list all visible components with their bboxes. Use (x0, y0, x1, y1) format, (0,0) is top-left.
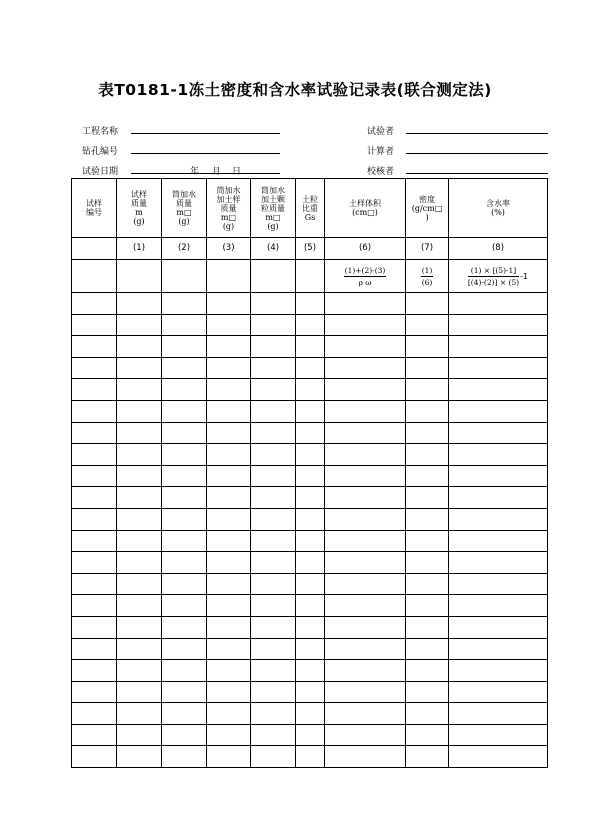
table-cell[interactable] (117, 660, 162, 682)
table-cell[interactable] (251, 573, 296, 595)
table-cell[interactable] (296, 487, 325, 509)
table-cell[interactable] (296, 681, 325, 703)
table-cell[interactable] (406, 552, 449, 574)
table-cell[interactable] (162, 746, 207, 768)
tester-label: 试验者 (367, 127, 395, 137)
project-name-field[interactable] (131, 133, 280, 134)
table-cell[interactable] (72, 703, 117, 725)
table-cell[interactable] (251, 293, 296, 315)
table-cell[interactable] (117, 703, 162, 725)
table-cell[interactable] (406, 530, 449, 552)
table-cell[interactable] (162, 357, 207, 379)
table-cell[interactable] (449, 465, 548, 487)
table-cell[interactable] (251, 465, 296, 487)
table-cell[interactable] (251, 444, 296, 466)
table-row (72, 422, 548, 444)
test-date-field[interactable] (131, 173, 280, 174)
table-cell[interactable] (207, 681, 251, 703)
table-cell[interactable] (325, 293, 406, 315)
table-cell[interactable] (72, 379, 117, 401)
table-row (72, 444, 548, 466)
header-cell: 密度 (g/cm□ ) (406, 179, 449, 238)
table-cell[interactable] (251, 400, 296, 422)
table-cell[interactable] (162, 681, 207, 703)
table-cell[interactable] (162, 595, 207, 617)
table-row (72, 530, 548, 552)
table-cell[interactable] (117, 379, 162, 401)
table-row (72, 487, 548, 509)
project-name-label: 工程名称 (82, 127, 119, 137)
table-cell[interactable] (72, 681, 117, 703)
table-cell[interactable] (162, 444, 207, 466)
table-cell[interactable] (207, 336, 251, 358)
table-cell[interactable] (449, 508, 548, 530)
column-number: (4) (251, 238, 296, 260)
column-number: (2) (162, 238, 207, 260)
formula-cell (117, 260, 162, 293)
table-cell[interactable] (406, 379, 449, 401)
table-cell[interactable] (296, 552, 325, 574)
table-cell[interactable] (449, 638, 548, 660)
table-cell[interactable] (117, 638, 162, 660)
table-cell[interactable] (296, 724, 325, 746)
table-cell[interactable] (251, 681, 296, 703)
column-number-row (72, 238, 548, 260)
table-cell[interactable] (325, 616, 406, 638)
table-row (72, 293, 548, 315)
table-cell[interactable] (207, 660, 251, 682)
table-cell[interactable] (117, 746, 162, 768)
header-cell: 土粒 比重 Gs (296, 179, 325, 238)
table-cell[interactable] (72, 573, 117, 595)
table-cell[interactable] (296, 379, 325, 401)
table-cell[interactable] (207, 616, 251, 638)
table-cell[interactable] (72, 422, 117, 444)
table-row (72, 616, 548, 638)
table-cell[interactable] (406, 595, 449, 617)
table-cell[interactable] (117, 573, 162, 595)
header-row (72, 179, 548, 238)
table-cell[interactable] (296, 616, 325, 638)
table-cell[interactable] (117, 314, 162, 336)
table-row (72, 314, 548, 336)
table-cell[interactable] (117, 422, 162, 444)
table-cell[interactable] (296, 465, 325, 487)
checker-field[interactable] (406, 173, 548, 174)
table-cell[interactable] (117, 724, 162, 746)
table-cell[interactable] (207, 508, 251, 530)
table-row (72, 552, 548, 574)
table-cell[interactable] (251, 379, 296, 401)
table-cell[interactable] (251, 530, 296, 552)
table-row (72, 660, 548, 682)
table-cell[interactable] (296, 746, 325, 768)
table-cell[interactable] (72, 660, 117, 682)
table-cell[interactable] (251, 336, 296, 358)
formula-cell (251, 260, 296, 293)
table-cell[interactable] (162, 293, 207, 315)
table-row (72, 595, 548, 617)
table-cell[interactable] (296, 638, 325, 660)
formula-cell (72, 260, 117, 293)
table-cell[interactable] (72, 595, 117, 617)
header-cell: 试样 编号 (72, 179, 117, 238)
table-cell[interactable] (162, 616, 207, 638)
table-cell[interactable] (296, 595, 325, 617)
table-row (72, 724, 548, 746)
table-cell[interactable] (449, 660, 548, 682)
table-cell[interactable] (406, 400, 449, 422)
table-cell[interactable] (72, 314, 117, 336)
table-cell[interactable] (406, 487, 449, 509)
table-cell[interactable] (406, 681, 449, 703)
header-cell: 试样 质量 m (g) (117, 179, 162, 238)
table-cell[interactable] (207, 465, 251, 487)
table-cell[interactable] (251, 487, 296, 509)
table-cell[interactable] (325, 573, 406, 595)
table-row (72, 336, 548, 358)
table-cell[interactable] (406, 293, 449, 315)
table-cell[interactable] (449, 573, 548, 595)
table-cell[interactable] (325, 422, 406, 444)
date-month: 月 (212, 167, 222, 177)
table-cell[interactable] (207, 357, 251, 379)
formula-cell (162, 260, 207, 293)
table-cell[interactable] (251, 660, 296, 682)
table-cell[interactable] (449, 595, 548, 617)
table-cell[interactable] (117, 400, 162, 422)
table-cell[interactable] (162, 508, 207, 530)
table-cell[interactable] (406, 638, 449, 660)
table-cell[interactable] (162, 314, 207, 336)
table-cell[interactable] (325, 465, 406, 487)
header-cell: 含水率 (%) (449, 179, 548, 238)
table-cell[interactable] (207, 638, 251, 660)
formula-cell (207, 260, 251, 293)
table-row (72, 746, 548, 768)
table-cell[interactable] (207, 422, 251, 444)
table-cell[interactable] (117, 616, 162, 638)
table-row (72, 573, 548, 595)
table-cell[interactable] (449, 444, 548, 466)
table-cell[interactable] (162, 724, 207, 746)
table-cell[interactable] (296, 422, 325, 444)
table-cell[interactable] (162, 379, 207, 401)
formula-row (72, 260, 548, 293)
table-cell[interactable] (325, 746, 406, 768)
page-title: 表T0181-1冻土密度和含水率试验记录表(联合测定法) (98, 81, 492, 99)
borehole-field[interactable] (131, 153, 280, 154)
table-cell[interactable] (117, 681, 162, 703)
volume-formula: $\frac{(1)+(2)-(3)}{\text{ρ ω}}$ (325, 260, 406, 293)
table-cell[interactable] (251, 703, 296, 725)
moisture-formula: $\frac{(1) \times [(5)-1]}{[(4)-(2)] \times (5)}$ -1 (449, 260, 548, 293)
table-cell[interactable] (72, 357, 117, 379)
table-row (72, 400, 548, 422)
table-cell[interactable] (406, 703, 449, 725)
column-number: (8) (449, 238, 548, 260)
table-cell[interactable] (72, 638, 117, 660)
table-cell[interactable] (207, 703, 251, 725)
table-cell[interactable] (72, 336, 117, 358)
table-cell[interactable] (449, 530, 548, 552)
table-cell[interactable] (72, 508, 117, 530)
table-cell[interactable] (72, 616, 117, 638)
table-cell[interactable] (325, 444, 406, 466)
table-cell[interactable] (296, 314, 325, 336)
table-cell[interactable] (72, 400, 117, 422)
table-cell[interactable] (406, 357, 449, 379)
table-cell[interactable] (406, 465, 449, 487)
table-cell[interactable] (406, 444, 449, 466)
table-cell[interactable] (251, 508, 296, 530)
calculator-label: 计算者 (367, 147, 395, 157)
table-cell[interactable] (325, 552, 406, 574)
column-number: (3) (207, 238, 251, 260)
table-cell[interactable] (117, 487, 162, 509)
table-cell[interactable] (449, 703, 548, 725)
table-cell[interactable] (72, 746, 117, 768)
table-cell[interactable] (296, 703, 325, 725)
table-cell[interactable] (72, 724, 117, 746)
table-cell[interactable] (449, 487, 548, 509)
table-cell[interactable] (207, 530, 251, 552)
table-cell[interactable] (207, 724, 251, 746)
borehole-label: 钻孔编号 (82, 147, 119, 157)
table-cell[interactable] (325, 724, 406, 746)
table-cell[interactable] (72, 293, 117, 315)
table-row (72, 703, 548, 725)
table-cell[interactable] (449, 681, 548, 703)
table-cell[interactable] (449, 336, 548, 358)
table-cell[interactable] (117, 336, 162, 358)
column-number: (7) (406, 238, 449, 260)
table-cell[interactable] (296, 444, 325, 466)
table-cell[interactable] (207, 552, 251, 574)
table-cell[interactable] (162, 638, 207, 660)
calculator-field[interactable] (406, 153, 548, 154)
table-cell[interactable] (117, 595, 162, 617)
table-cell[interactable] (162, 703, 207, 725)
formula-cell (296, 260, 325, 293)
tester-field[interactable] (406, 133, 548, 134)
table-cell[interactable] (207, 293, 251, 315)
table-row (72, 465, 548, 487)
table-cell[interactable] (117, 465, 162, 487)
table-cell[interactable] (162, 336, 207, 358)
table-cell[interactable] (296, 336, 325, 358)
table-cell[interactable] (207, 400, 251, 422)
table-cell[interactable] (117, 552, 162, 574)
table-cell[interactable] (162, 530, 207, 552)
table-cell[interactable] (251, 616, 296, 638)
table-cell[interactable] (251, 357, 296, 379)
table-cell[interactable] (162, 400, 207, 422)
table-cell[interactable] (406, 573, 449, 595)
table-cell[interactable] (325, 400, 406, 422)
table-cell[interactable] (72, 465, 117, 487)
table-row (72, 357, 548, 379)
record-table (71, 178, 548, 768)
table-cell[interactable] (296, 530, 325, 552)
table-cell[interactable] (251, 422, 296, 444)
table-cell[interactable] (325, 379, 406, 401)
table-cell[interactable] (406, 746, 449, 768)
date-day: 日 (232, 167, 242, 177)
table-cell[interactable] (117, 508, 162, 530)
table-cell[interactable] (406, 724, 449, 746)
table-cell[interactable] (325, 357, 406, 379)
table-cell[interactable] (325, 530, 406, 552)
table-cell[interactable] (406, 314, 449, 336)
table-cell[interactable] (207, 595, 251, 617)
table-cell[interactable] (325, 336, 406, 358)
table-cell[interactable] (162, 422, 207, 444)
table-cell[interactable] (162, 660, 207, 682)
table-cell[interactable] (251, 638, 296, 660)
table-cell[interactable] (72, 444, 117, 466)
table-row (72, 508, 548, 530)
table-cell[interactable] (325, 681, 406, 703)
date-year: 年 (190, 167, 200, 177)
table-cell[interactable] (449, 379, 548, 401)
table-cell[interactable] (207, 573, 251, 595)
test-date-label: 试验日期 (82, 167, 119, 177)
table-cell[interactable] (72, 530, 117, 552)
column-number: (6) (325, 238, 406, 260)
table-cell[interactable] (207, 746, 251, 768)
table-cell[interactable] (207, 379, 251, 401)
checker-label: 校核者 (367, 167, 395, 177)
header-cell: 筒加水 质量 m□ (g) (162, 179, 207, 238)
table-cell[interactable] (117, 357, 162, 379)
table-cell[interactable] (325, 660, 406, 682)
table-cell[interactable] (325, 487, 406, 509)
table-cell[interactable] (251, 314, 296, 336)
table-cell[interactable] (325, 638, 406, 660)
table-cell[interactable] (325, 508, 406, 530)
table-cell[interactable] (449, 616, 548, 638)
table-cell[interactable] (117, 293, 162, 315)
density-formula: $\frac{(1)}{(6)}$ (406, 260, 449, 293)
table-cell[interactable] (207, 314, 251, 336)
table-row (72, 638, 548, 660)
table-cell[interactable] (325, 703, 406, 725)
table-cell[interactable] (449, 314, 548, 336)
table-cell[interactable] (449, 293, 548, 315)
table-cell[interactable] (296, 508, 325, 530)
table-cell[interactable] (251, 552, 296, 574)
column-number (72, 238, 117, 260)
table-cell[interactable] (296, 660, 325, 682)
table-cell[interactable] (207, 444, 251, 466)
table-cell[interactable] (406, 508, 449, 530)
table-cell[interactable] (449, 422, 548, 444)
table-row (72, 379, 548, 401)
table-cell[interactable] (162, 465, 207, 487)
table-cell[interactable] (72, 487, 117, 509)
table-cell[interactable] (449, 746, 548, 768)
table-cell[interactable] (162, 487, 207, 509)
column-number: (1) (117, 238, 162, 260)
header-cell: 筒加水 加土样 质量 m□ (g) (207, 179, 251, 238)
table-cell[interactable] (406, 660, 449, 682)
table-cell[interactable] (325, 595, 406, 617)
table-cell[interactable] (117, 530, 162, 552)
table-cell[interactable] (296, 293, 325, 315)
table-cell[interactable] (162, 573, 207, 595)
table-cell[interactable] (325, 314, 406, 336)
table-cell[interactable] (162, 552, 207, 574)
table-cell[interactable] (406, 336, 449, 358)
table-cell[interactable] (296, 573, 325, 595)
header-cell: 土样体积 (cm□) (325, 179, 406, 238)
table-cell[interactable] (449, 400, 548, 422)
column-number: (5) (296, 238, 325, 260)
table-cell[interactable] (406, 422, 449, 444)
table-cell[interactable] (207, 487, 251, 509)
table-row (72, 681, 548, 703)
table-cell[interactable] (449, 552, 548, 574)
table-cell[interactable] (406, 616, 449, 638)
table-cell[interactable] (251, 724, 296, 746)
table-cell[interactable] (296, 357, 325, 379)
table-cell[interactable] (449, 724, 548, 746)
table-cell[interactable] (72, 552, 117, 574)
table-cell[interactable] (251, 746, 296, 768)
table-cell[interactable] (251, 595, 296, 617)
table-cell[interactable] (117, 444, 162, 466)
table-cell[interactable] (296, 400, 325, 422)
header-cell: 筒加水 加土颗 粒质量 m□ (g) (251, 179, 296, 238)
table-cell[interactable] (449, 357, 548, 379)
